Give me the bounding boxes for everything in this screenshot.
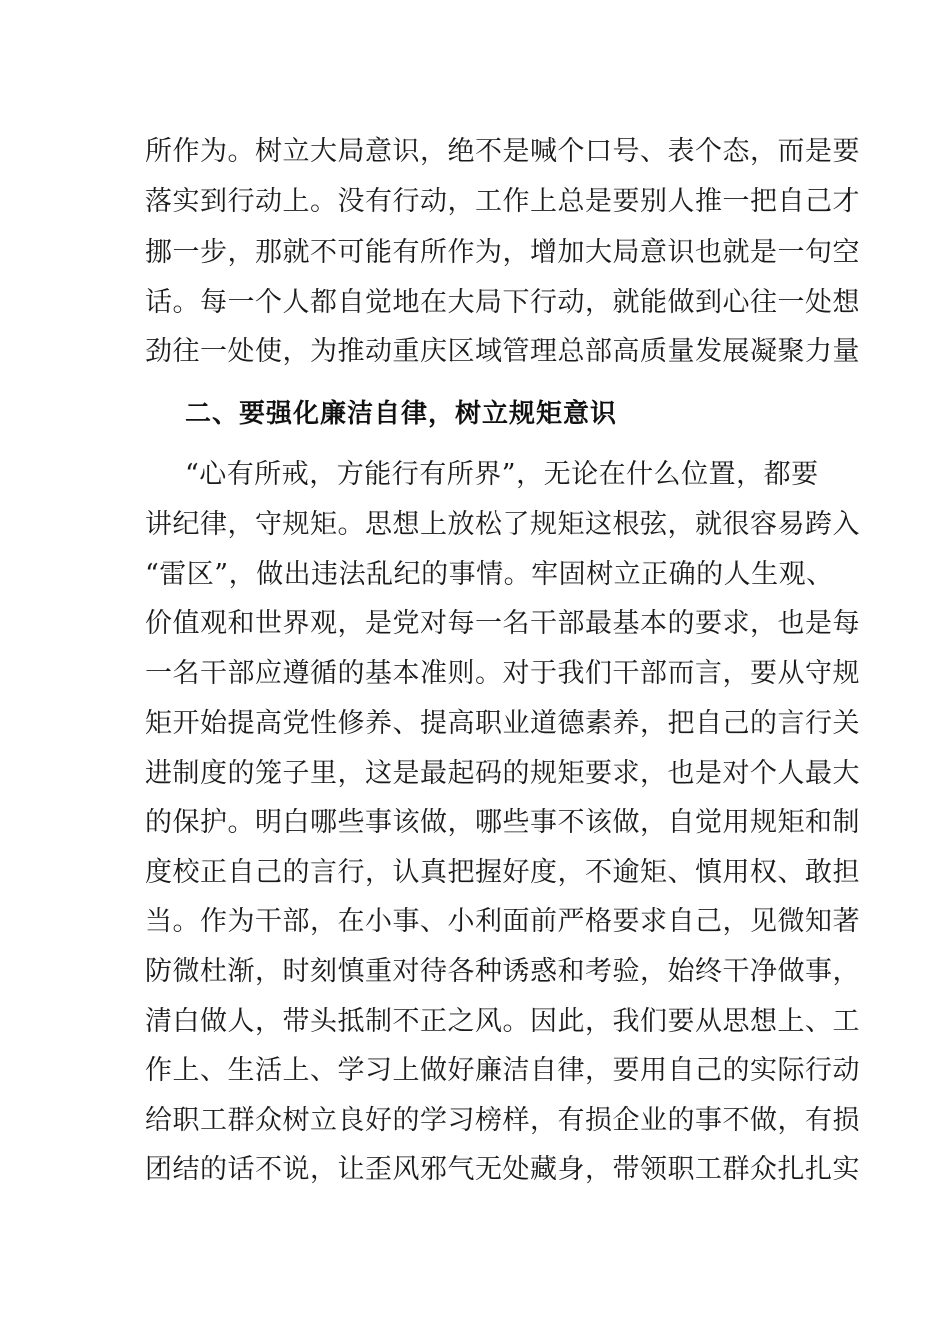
paragraph-1-line-5: 劲往一处使，为推动重庆区域管理总部高质量发展凝聚力量 bbox=[145, 336, 860, 367]
section-heading: 二、要强化廉洁自律，树立规矩意识 bbox=[185, 399, 618, 429]
paragraph-2-line-8: 的保护。明白哪些事该做，哪些事不该做，自觉用规矩和制 bbox=[145, 807, 860, 838]
paragraph-1-line-3: 挪一步，那就不可能有所作为，增加大局意识也就是一句空 bbox=[145, 237, 860, 268]
paragraph-2-line-11: 防微杜渐，时刻慎重对待各种诱惑和考验，始终干净做事， bbox=[145, 956, 860, 987]
paragraph-1-line-1: 所作为。树立大局意识，绝不是喊个口号、表个态，而是要 bbox=[145, 136, 860, 167]
paragraph-2-line-10: 当。作为干部，在小事、小利面前严格要求自己，见微知著 bbox=[145, 906, 860, 937]
paragraph-2-line-5: 一名干部应遵循的基本准则。对于我们干部而言，要从守规 bbox=[145, 658, 860, 689]
paragraph-2-line-13: 作上、生活上、学习上做好廉洁自律，要用自己的实际行动 bbox=[145, 1055, 860, 1086]
paragraph-2-line-14: 给职工群众树立良好的学习榜样，有损企业的事不做，有损 bbox=[145, 1105, 860, 1136]
paragraph-2-line-1: “心有所戒，方能行有所界”，无论在什么位置，都要 bbox=[185, 459, 819, 490]
paragraph-1-line-4: 话。每一个人都自觉地在大局下行动，就能做到心往一处想 bbox=[145, 287, 860, 318]
paragraph-2-line-2: 讲纪律，守规矩。思想上放松了规矩这根弦，就很容易跨入 bbox=[145, 509, 860, 540]
paragraph-2-line-12: 清白做人，带头抵制不正之风。因此，我们要从思想上、工 bbox=[145, 1006, 860, 1037]
paragraph-2-line-9: 度校正自己的言行，认真把握好度，不逾矩、慎用权、敢担 bbox=[145, 857, 860, 888]
paragraph-2-line-4: 价值观和世界观，是党对每一名干部最基本的要求，也是每 bbox=[145, 608, 860, 639]
paragraph-1-line-2: 落实到行动上。没有行动，工作上总是要别人推一把自己才 bbox=[145, 186, 860, 217]
paragraph-2-line-15: 团结的话不说，让歪风邪气无处藏身，带领职工群众扎扎实 bbox=[145, 1154, 860, 1185]
paragraph-2-line-7: 进制度的笼子里，这是最起码的规矩要求，也是对个人最大 bbox=[145, 758, 860, 789]
paragraph-2-line-6: 矩开始提高党性修养、提高职业道德素养，把自己的言行关 bbox=[145, 708, 860, 739]
paragraph-2-line-3: “雷区”，做出违法乱纪的事情。牢固树立正确的人生观、 bbox=[145, 559, 834, 590]
